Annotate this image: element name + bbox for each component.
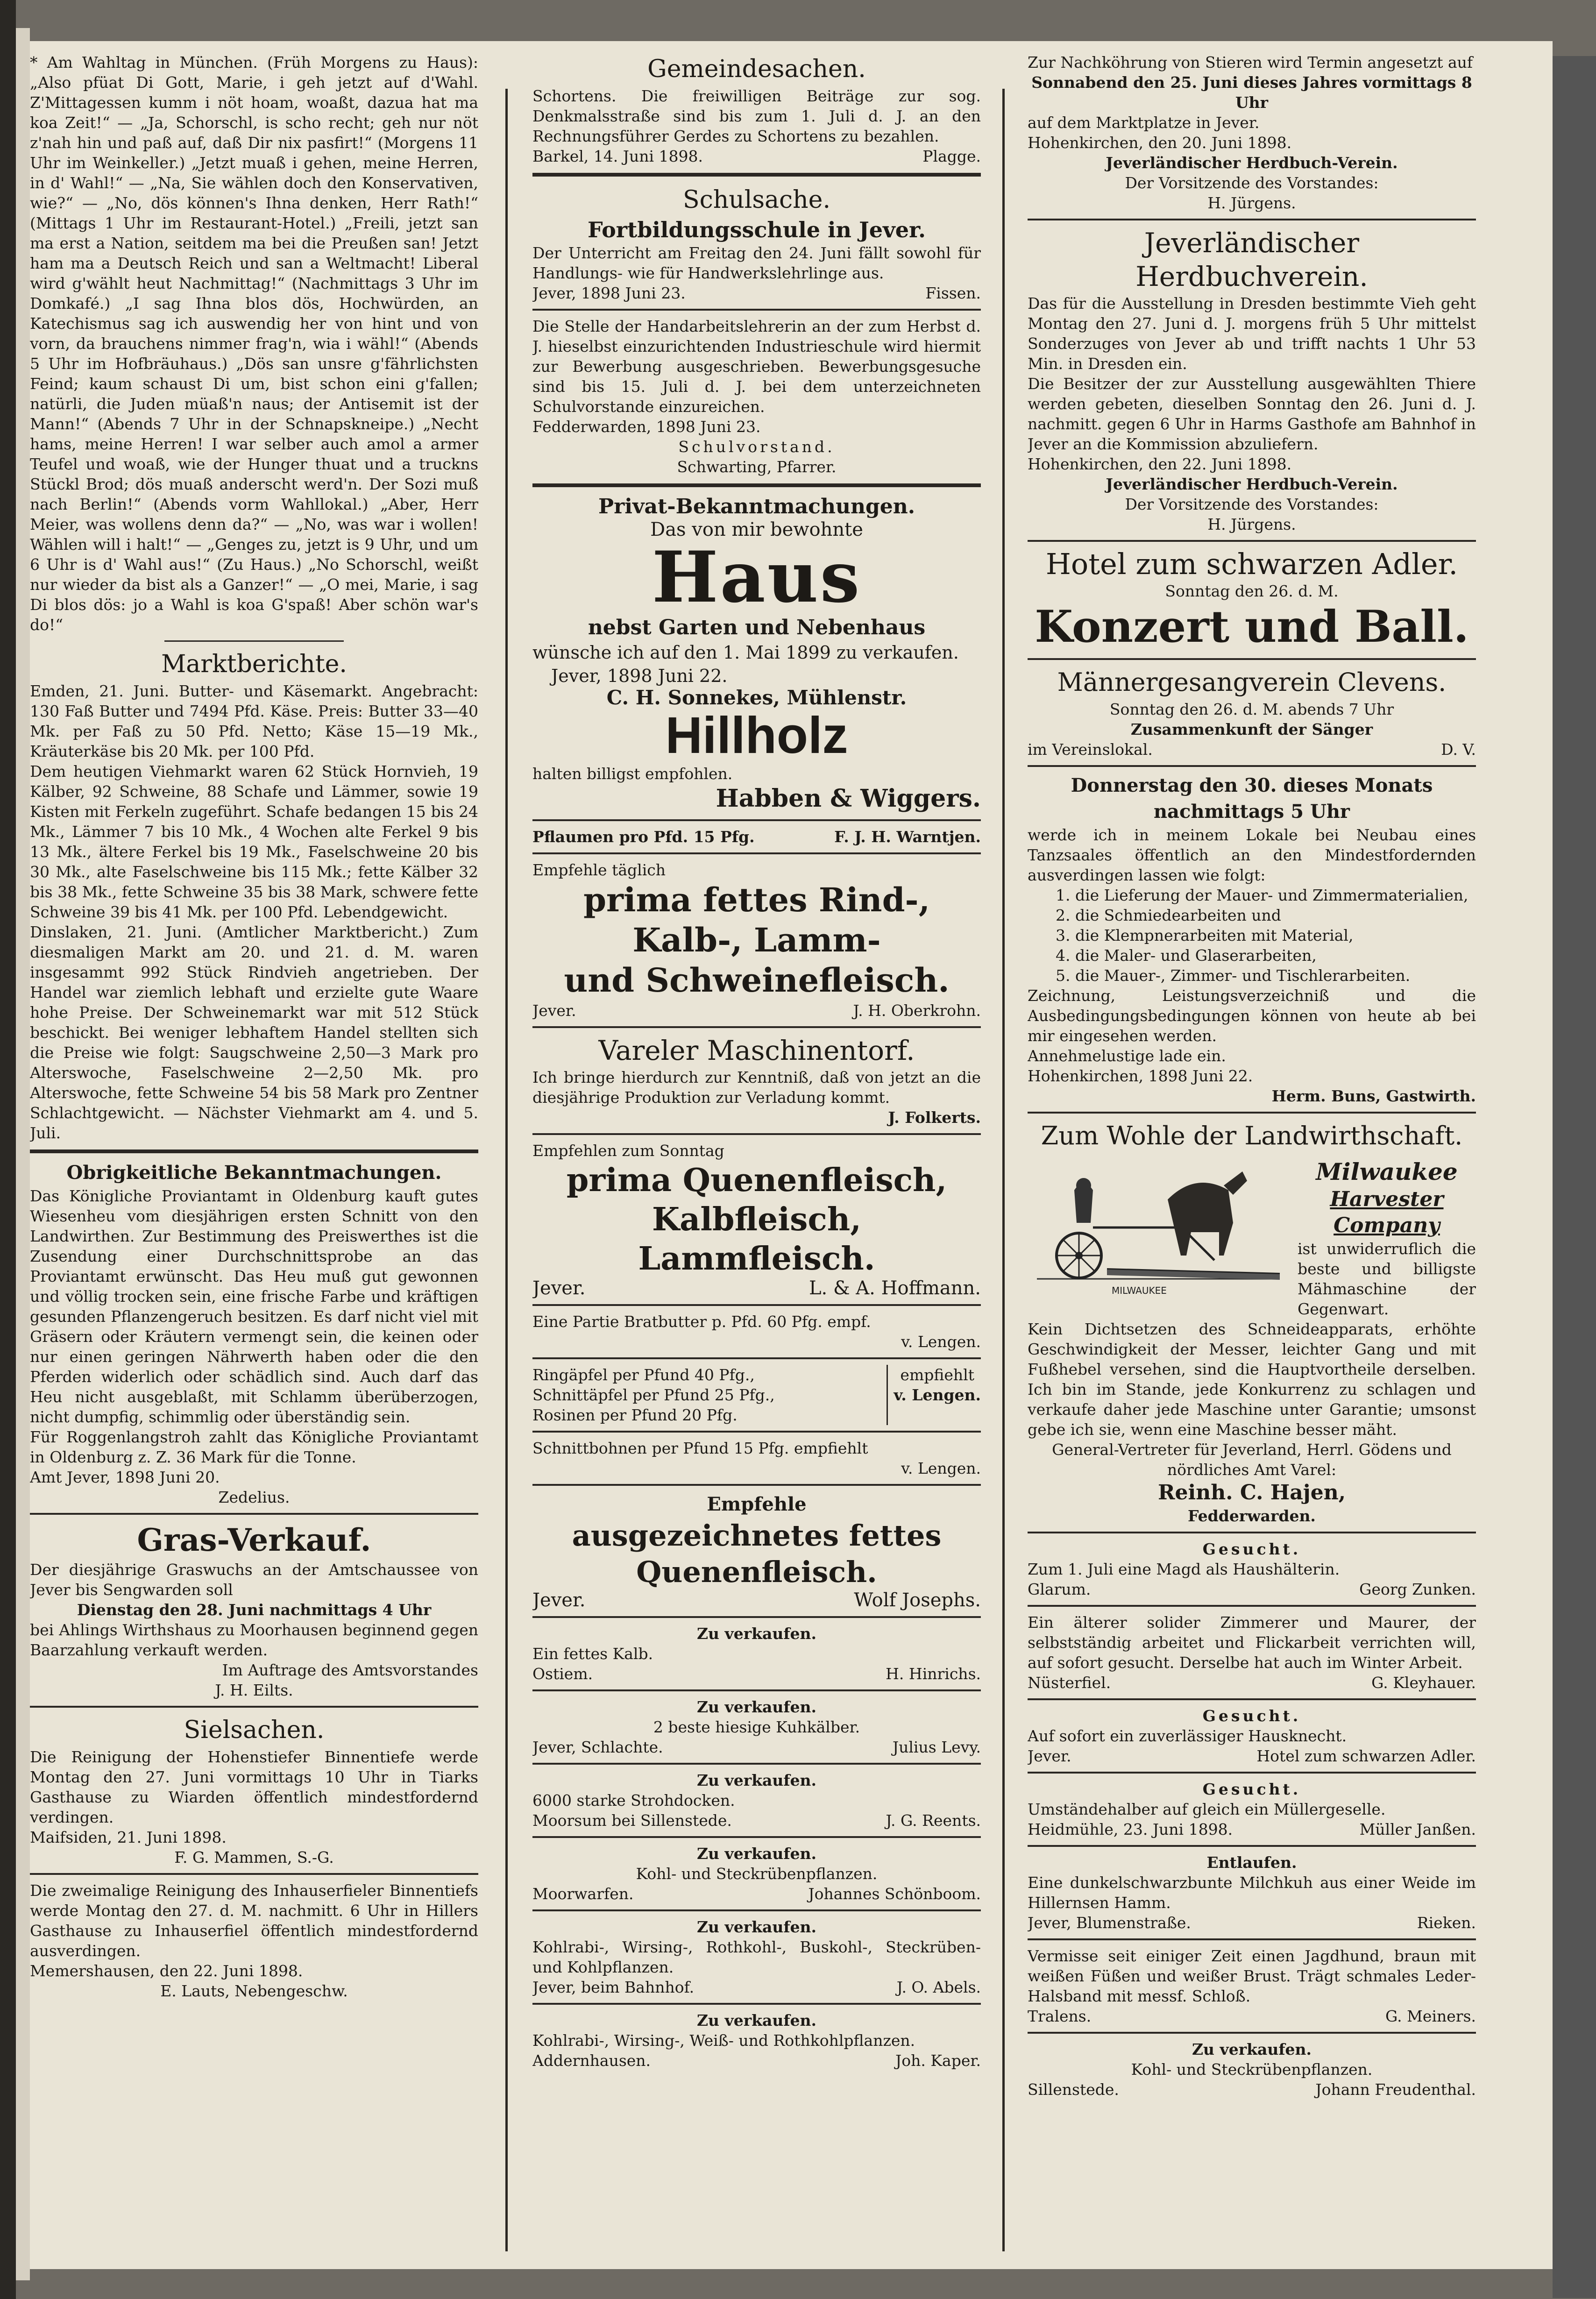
section-title: Marktberichte.	[161, 650, 347, 678]
separator	[532, 483, 981, 487]
ad-text: 6000 starke Strohdocken.	[532, 1791, 735, 1809]
ad-text: Kohl- und Steckrübenpflanzen.	[1131, 2060, 1373, 2079]
notice-signature: G. Kleyhauer.	[1371, 1674, 1476, 1692]
ad-text: Vermisse seit einiger Zeit einen Jagdhund, braun mit weißen Füßen und weißer Brust. Trägt schmales Leder-Halsband mit messf. Schloß.	[1028, 1947, 1476, 2005]
notice-text: Das Königliche Proviantamt in Oldenburg kauft gutes Wiesenheu vom diesjährigen ersten Schnitt von den Landwirthen. Zur Bestimmung des Preiswerthes ist die Zusendung einer Durchschnittsprobe an das Proviantamt erwünscht. Das Heu muß gut gewonnen und völlig trocken sein, eine frische Farbe und kräftigen gesunden Pflanzengeruch besitzen. Es darf nicht viel mit Gräsern oder Kräutern vermengt sein, die keinen oder nur einen geringen Nährwerth haben oder die den Pferden widerlich oder schädlich sind. Auch darf das Heu nicht ausgeblaßt, mit Schlamm überüberzogen, nicht dumpfig, schimmlig oder überständig sein.	[30, 1187, 478, 1426]
separator	[532, 2003, 981, 2005]
brand-name: Milwaukee	[1316, 1158, 1458, 1185]
list-item: 1. die Lieferung der Mauer- und Zimmermaterialien,	[1056, 886, 1468, 904]
separator	[532, 819, 981, 821]
notice-text: werde ich in meinem Lokale bei Neubau eines Tanzsaales öffentlich an den Mindestfordernden ausverdingen lassen wie folgt:	[1028, 826, 1476, 884]
list-item: 5. die Mauer-, Zimmer- und Tischlerarbeiten.	[1056, 966, 1411, 985]
ad-text: Zum 1. Juli eine Magd als Haushälterin.	[1028, 1560, 1340, 1578]
date-signature-row	[1028, 1913, 1476, 1933]
ad-text: Umständehalber auf gleich ein Müllergeselle.	[1028, 1800, 1386, 1818]
ad-headline: und Schweinefleisch.	[564, 961, 950, 1000]
notice-place: Fedderwarden.	[1188, 1507, 1316, 1525]
date-signature-row	[532, 283, 981, 303]
ad-text: Eine dunkelschwarzbunte Milchkuh aus einer Weide im Hillernsen Hamm.	[1028, 1873, 1476, 1912]
ad-headline: Lammfleisch.	[638, 1240, 875, 1277]
section-title: Schulsache.	[683, 186, 830, 214]
section-title: Gemeindesachen.	[647, 55, 866, 83]
list-item: 2. die Schmiedearbeiten und	[1056, 906, 1281, 924]
notice-place: Jever.	[532, 1277, 586, 1299]
column-3	[1028, 52, 1476, 2248]
notice-place: Addernhausen.	[532, 2051, 651, 2070]
notice-signature: Rieken.	[1417, 1914, 1476, 1932]
separator	[532, 852, 981, 854]
notice-text: bei Ahlings Wirthshaus zu Moorhausen beginnend gegen Baarzahlung verkauft werden.	[30, 1621, 478, 1659]
separator	[1028, 219, 1476, 220]
date-signature-row	[1028, 739, 1476, 759]
separator	[1028, 1938, 1476, 1940]
ad-subtitle: nebst Garten und Nebenhaus	[588, 616, 926, 639]
ad-headline: prima fettes Rind-,	[583, 880, 930, 919]
price-row	[532, 827, 981, 847]
section-title: Privat-Bekanntmachungen.	[598, 495, 915, 518]
notice-signature: Müller Janßen.	[1359, 1820, 1476, 1838]
notice-signature: Zedelius.	[218, 1488, 290, 1506]
ad-text: Kein Dichtsetzen des Schneideapparats, erhöhte Geschwindigkeit der Messer, leichter Gang und mit Fußhebel versehen, sind die Hauptvortheile derselben. Ich bin im Stande, jede Konkurrenz zu schlagen und verkaufe daher jede Maschine unter Garantie; umsonst gebe ich sie, wenn eine Maschine besser mäht.	[1028, 1320, 1476, 1439]
separator	[532, 1026, 981, 1028]
separator	[1028, 1845, 1476, 1847]
notice-signature: L. & A. Hoffmann.	[809, 1277, 981, 1299]
ad-headline: Kalbfleisch,	[652, 1201, 861, 1238]
date-signature-row	[532, 1810, 981, 1831]
ad-title: Jeverländischer Herdbuchverein.	[1135, 227, 1368, 292]
notice-signature: Fissen.	[925, 284, 981, 302]
notice-signature: J. G. Reents.	[886, 1811, 981, 1830]
column-1	[30, 52, 478, 2248]
notice-signature: Georg Zunken.	[1359, 1580, 1476, 1598]
column-2	[532, 52, 981, 2248]
ad-text: Pflaumen pro Pfd. 15 Pfg.	[532, 828, 755, 846]
notice-signature: Habben & Wiggers.	[716, 784, 981, 813]
notice-date: Jever, 1898 Juni 22.	[551, 666, 728, 686]
notice-date: Fedderwarden, 1898 Juni 23.	[532, 418, 761, 436]
notice-signature: J. O. Abels.	[896, 1978, 981, 1996]
notice-org: Jeverländischer Herdbuch-Verein.	[1106, 475, 1398, 493]
notice-signature: J. Folkerts.	[888, 1108, 981, 1127]
date-signature-row	[1028, 1673, 1476, 1693]
wahltag-article: * Am Wahltag in München. (Früh Morgens zu Haus): „Also pfüat Di Gott, Marie, i geh jetzt auf d'Wahl. Z'Mittagessen kumm i nöt hoam, woaßt, dazua hat ma koa Zeit!“ — „Ja, Schorschl, is scho recht; geh nur nöt z'nah hin und paß auf, daß Dir nix pasfirt!“ (Morgens 11 Uhr im Weinkeller.) „Jetzt muaß i gehen, meine Herren, in d' Wahl!“ — „Na, Sie wählen doch den Konservativen, wie?“ — „No, dös können's Ihna denken, Herr Rath!“ (Mittags 1 Uhr im Restaurant-Hotel.) „Freili, jetzt san ma erst a Nation, seitdem ma bei die Preußen san! Jetzt ham ma a Deutsch Reich und san a Weltmacht! Liberal wird g'wählt heut Nachmittag!“ (Nachmittags 3 Uhr im Domkafé.) „I sag Ihna blos dös, Hochwürden, an Katechismus sag ich auswendig her von hint und von vorn, da brauchens nimmer frag'n, wia i wähl!“ (Abends 5 Uhr im Hofbräuhaus.) „Dös san unsre g'fährlichsten Feind; kaum schaust Di um, bist schon eini g'fallen; natürli, die Juden müaß'n naus; der Antisemit ist der Mann!“ (Abends 7 Uhr in der Schnapskneipe.) „Necht hams, meine Herren! I war selber auch amol a armer Teufel und woaß, wie der Hunger thuat und a truckns Stückl Brod; dös muaß anderscht werd'n. Der Sozi muß nach Berlin!“ (Abends vorm Wahllokal.) „Aber, Herr Meier, was wollens denn da?“ — „No, was war i wollen! Wählen will i halt!“ — „Genges zu, jetzt is 9 Uhr, und um 6 Uhr is d' Wahl aus!“ (Zu Haus.) „No Schorschl, weißt nur wieder da bist als a Ganzer!“ — „O mei, Marie, i sag Di blos dös: jo a Wahl is koa G'spaß! Aber schön war's do!“	[30, 53, 478, 634]
ad-headline: Haus	[652, 536, 862, 618]
notice-date: Hohenkirchen, den 22. Juni 1898.	[1028, 455, 1292, 473]
market-report: Emden, 21. Juni. Butter- und Käsemarkt. Angebracht: 130 Faß Butter und 7494 Pfd. Käse. Preis: Butter 33—40 Mk. per Faß zu 50 Pfd. Netto; Käse 15—19 Mk., Kräuterkäse bis 20 Mk. per 100 Pfd.	[30, 682, 478, 760]
date-signature-row	[532, 1737, 981, 1757]
notice-date: Hohenkirchen, 1898 Juni 22.	[1028, 1067, 1253, 1085]
date-signature-row	[532, 1884, 981, 1904]
ad-title: Zu verkaufen.	[696, 1918, 817, 1936]
section-title: Sielsachen.	[184, 1716, 325, 1744]
notice-signature: H. Hinrichs.	[886, 1665, 981, 1683]
notice-place: Nüsterfiel.	[1028, 1674, 1111, 1692]
ad-text: Ich bringe hierdurch zur Kenntniß, daß von jetzt an die diesjährige Produktion zur Verladung kommt.	[532, 1068, 981, 1107]
notice-place: Jever.	[1028, 1747, 1071, 1765]
notice-signature: H. Jürgens.	[1207, 194, 1296, 212]
ad-title: Fortbildungsschule in Jever.	[587, 217, 926, 242]
market-report: Dinslaken, 21. Juni. (Amtlicher Marktbericht.) Zum diesmaligen Markt am 20. und 21. d. M. waren insgesammt 992 Stück Rindvieh angetrieben. Der Handel war ziemlich lebhaft und erzielte gute Waare hohe Preise. Der Schweinemarkt war mit 512 Stück beschickt. Bei weniger lebhaftem Handel stellten sich die Preise wie folgt: Saugschweine 2,50—3 Mark pro Alterswoche, Faselschweine 2—2,50 Mk. pro Alterswoche, fette Schweine 54 bis 58 Mark pro Zentner Schlachtgewicht. — Nächster Viehmarkt am 4. und 5. Juli.	[30, 923, 478, 1142]
ad-text: General-Vertreter für Jeverland, Herrl. Gödens und nördliches Amt Varel:	[1052, 1440, 1452, 1479]
notice-date-bold: Sonnabend den 25. Juni dieses Jahres vormittags 8 Uhr	[1031, 73, 1472, 112]
column-divider	[505, 89, 508, 2251]
notice-place: Jever.	[532, 1001, 576, 1020]
notice-date: Amt Jever, 1898 Juni 20.	[30, 1468, 220, 1486]
separator	[532, 173, 981, 177]
column-divider	[1002, 89, 1005, 2251]
ad-text: Das von mir bewohnte	[650, 519, 863, 540]
notice-date: Barkel, 14. Juni 1898.	[532, 147, 703, 165]
ad-text: halten billigst empfohlen.	[532, 765, 733, 783]
notice-signature: Julius Levy.	[892, 1738, 981, 1756]
ad-text: 2 beste hiesige Kuhkälber.	[653, 1718, 860, 1736]
notice-signature: Schulvorstand.	[678, 438, 835, 456]
price-item: Rosinen per Pfund 20 Pfg.	[532, 1406, 738, 1424]
notice-signature: E. Lauts, Nebengeschw.	[160, 1982, 348, 2000]
notice-place: Heidmühle, 23. Juni 1898.	[1028, 1820, 1233, 1838]
ad-title: Zu verkaufen.	[696, 1845, 817, 1863]
notice-text: Zeichnung, Leistungsverzeichniß und die Ausbedingungsbedingungen können von heute ab bei mir eingesehen werden.	[1028, 986, 1476, 1045]
notice-date: Jever, 1898 Juni 23.	[532, 284, 686, 302]
notice-text: Für Roggenlangstroh zahlt das Königliche Proviantamt in Oldenburg z. Z. 36 Mark für die Tonne.	[30, 1428, 478, 1466]
ad-text: Eine Partie Bratbutter p. Pfd. 60 Pfg. empf.	[532, 1313, 871, 1331]
notice-signature: F. J. H. Warntjen.	[834, 828, 981, 846]
mowing-machine-illustration	[1028, 1157, 1289, 1298]
notice-text: Die Besitzer der zur Ausstellung ausgewählten Thiere werden gebeten, dieselben Sonntag den 26. Juni d. J. nachmitt. gegen 6 Uhr in Harms Gasthofe am Bahnhof in Jever an die Kommission abzuliefern.	[1028, 375, 1476, 453]
notice-text: Der Vorsitzende des Vorstandes:	[1125, 174, 1379, 192]
ad-text: ist unwiderruflich die beste und billigste Mähmaschine der Gegenwart.	[1298, 1240, 1476, 1318]
notice-place: im Vereinslokal.	[1028, 740, 1153, 759]
ad-text: Kohl- und Steckrübenpflanzen.	[636, 1865, 878, 1883]
notice-text: Die Stelle der Handarbeitslehrerin an der zum Herbst d. J. hieselbst einzurichtenden Industrieschule wird hiermit zur Bewerbung ausgeschrieben. Bewerbungsgesuche sind bis 15. Juli d. J. bei dem unterzeichneten Schulvorstande einzureichen.	[532, 317, 981, 416]
notice-signature: Johann Freudenthal.	[1315, 2080, 1476, 2099]
ad-text: Empfehle täglich	[532, 861, 666, 879]
separator	[532, 1763, 981, 1765]
notice-signature: Johannes Schönboom.	[808, 1885, 981, 1903]
ad-title: Entlaufen.	[1206, 1853, 1297, 1872]
ad-title: Zu verkaufen.	[1192, 2040, 1312, 2058]
notice-signature: v. Lengen.	[901, 1459, 981, 1477]
notice-signature: Wolf Josephs.	[854, 1589, 981, 1611]
ad-text: Sonntag den 26. d. M.	[1165, 582, 1339, 600]
binding-edge	[0, 0, 16, 2299]
list-item: 4. die Maler- und Glaserarbeiten,	[1056, 946, 1317, 965]
notice-signature: Reinh. C. Hajen,	[1157, 1481, 1346, 1504]
separator	[30, 1513, 478, 1515]
ad-text: Ein älterer solider Zimmerer und Maurer, der selbstständig arbeitet und Flickarbeit verrichten will, auf sofort gesucht. Derselbe hat auch im Winter Arbeit.	[1028, 1613, 1476, 1672]
notice-place: Tralens.	[1028, 2007, 1092, 2025]
notice-signature: Joh. Kaper.	[895, 2051, 981, 2070]
notice-date: Maifsiden, 21. Juni 1898.	[30, 1828, 227, 1846]
separator	[30, 1150, 478, 1153]
separator	[1028, 2032, 1476, 2034]
ad-text: Ein fettes Kalb.	[532, 1645, 653, 1663]
ad-text: wünsche ich auf den 1. Mai 1899 zu verkaufen.	[532, 642, 959, 663]
notice-text: Zur Nachköhrung von Stieren wird Termin angesetzt auf	[1028, 53, 1473, 71]
notice-place: Sillenstede.	[1028, 2080, 1119, 2099]
ad-title: Zum Wohle der Landwirthschaft.	[1041, 1121, 1463, 1150]
separator	[1028, 540, 1476, 542]
separator	[30, 1873, 478, 1875]
notice-signature: Schwarting, Pfarrer.	[677, 458, 837, 476]
notice-signature: Plagge.	[922, 147, 981, 165]
notice-signature: H. Jürgens.	[1207, 515, 1296, 533]
separator	[1028, 1772, 1476, 1774]
illustration-label: MILWAUKEE	[1112, 1285, 1167, 1296]
ad-title: Gesucht.	[1202, 1780, 1301, 1798]
ad-title: Männergesangverein Clevens.	[1057, 667, 1447, 697]
notice-signature: F. G. Mammen, S.-G.	[174, 1848, 334, 1866]
ad-title: Vareler Maschinentorf.	[598, 1035, 915, 1066]
notice-text: Das für die Ausstellung in Dresden bestimmte Vieh geht Montag den 27. Juni d. J. morgens früh 5 Uhr mittelst Sonderzuges von Jever ab und trifft nachts 1 Uhr 53 Min. in Dresden ein.	[1028, 294, 1476, 373]
ad-headline: Kalb-, Lamm-	[632, 921, 881, 959]
notice-text: Der Unterricht am Freitag den 24. Juni fällt sowohl für Handlungs- wie für Handwerkslehrlinge aus.	[532, 244, 981, 282]
ad-headline: Hillholz	[665, 707, 848, 764]
ad-title: Gesucht.	[1202, 1540, 1301, 1558]
ad-text: Kohlrabi-, Wirsing-, Rothkohl-, Buskohl-, Steckrüben- und Kohlpflanzen.	[532, 1938, 981, 1976]
notice-place: Ostiem.	[532, 1665, 593, 1683]
previous-page-edge	[16, 28, 30, 2280]
notice-text: Die zweimalige Reinigung des Inhauserfieler Binnentiefs werde Montag den 27. d. M. nachmitt. 6 Uhr in Hillers Gasthause zu Inhauserfiel öffentlich mindestfordernd ausverdingen.	[30, 1881, 478, 1960]
date-signature-row	[1028, 1579, 1476, 1599]
notice-text: Der Vorsitzende des Vorstandes:	[1125, 495, 1379, 513]
notice-signature: J. H. Oberkrohn.	[853, 1001, 981, 1020]
notice-place: Jever.	[532, 1589, 586, 1611]
notice-signature: Hotel zum schwarzen Adler.	[1256, 1747, 1476, 1765]
separator	[532, 1357, 981, 1359]
date-signature-row	[532, 1664, 981, 1684]
ad-text: Empfehle	[707, 1493, 807, 1515]
notice-signature: v. Lengen.	[901, 1333, 981, 1351]
notice-text: Im Auftrage des Amtsvorstandes	[222, 1661, 478, 1679]
right-shadow	[1553, 56, 1596, 2298]
date-signature-row	[1028, 1746, 1476, 1766]
ad-headline: ausgezeichnetes fettes	[572, 1518, 942, 1553]
notice-date-bold: Dienstag den 28. Juni nachmittags 4 Uhr	[77, 1601, 432, 1619]
notice-signature: v. Lengen.	[894, 1386, 981, 1404]
separator	[532, 1484, 981, 1486]
brand-name: Harvester Company	[1330, 1187, 1444, 1237]
date-signature-row	[532, 1000, 981, 1021]
notice-signature: J. H. Eilts.	[215, 1681, 293, 1699]
separator	[1028, 1698, 1476, 1700]
date-signature-row	[1028, 2079, 1476, 2100]
separator	[532, 1304, 981, 1306]
ad-headline: Konzert und Ball.	[1035, 601, 1469, 653]
ad-title: Zu verkaufen.	[696, 1698, 817, 1716]
date-signature-row	[532, 1278, 981, 1299]
separator	[164, 640, 344, 642]
notice-signature: Herm. Buns, Gastwirth.	[1271, 1087, 1476, 1105]
date-signature-row	[1028, 1819, 1476, 1839]
ad-text: Schnittbohnen per Pfund 15 Pfg. empfiehlt	[532, 1439, 868, 1457]
ad-text: Zusammenkunft der Sänger	[1130, 720, 1373, 738]
separator	[532, 1836, 981, 1838]
separator	[1028, 1112, 1476, 1114]
notice-date: Hohenkirchen, den 20. Juni 1898.	[1028, 134, 1292, 152]
price-list	[532, 1365, 981, 1425]
section-title: Obrigkeitliche Bekanntmachungen.	[66, 1162, 442, 1184]
notice-signature: D. V.	[1441, 740, 1476, 759]
ad-title: Zu verkaufen.	[696, 1625, 817, 1643]
ad-headline: Quenenfleisch.	[636, 1555, 877, 1589]
ad-text: Kohlrabi-, Wirsing-, Weiß- und Rothkohlpflanzen.	[532, 2031, 915, 2050]
notice-org: Jeverländischer Herdbuch-Verein.	[1106, 154, 1398, 172]
separator	[532, 1616, 981, 1618]
notice-signature: C. H. Sonnekes, Mühlenstr.	[606, 686, 907, 709]
notice-date: Memershausen, den 22. Juni 1898.	[30, 1962, 303, 1980]
notice-place: Jever, Blumenstraße.	[1028, 1914, 1191, 1932]
separator	[1028, 1532, 1476, 1533]
separator	[532, 309, 981, 311]
date-signature-row	[532, 146, 981, 166]
separator	[1028, 1605, 1476, 1607]
separator	[532, 1909, 981, 1911]
price-item: Schnittäpfel per Pfund 25 Pfg.,	[532, 1386, 775, 1404]
ad-text: Auf sofort ein zuverlässiger Hausknecht.	[1028, 1727, 1347, 1745]
ad-headline: prima Quenenfleisch,	[566, 1162, 947, 1199]
date-signature-row	[532, 2051, 981, 2071]
notice-place: Glarum.	[1028, 1580, 1091, 1598]
ad-title: Donnerstag den 30. dieses Monats nachmittags 5 Uhr	[1071, 774, 1433, 823]
ad-title: Zu verkaufen.	[696, 2011, 817, 2029]
ad-title: Hotel zum schwarzen Adler.	[1045, 547, 1458, 581]
notice-place: Jever, beim Bahnhof.	[532, 1978, 695, 1996]
notice-signature: G. Meiners.	[1385, 2007, 1476, 2025]
ad-text: Sonntag den 26. d. M. abends 7 Uhr	[1109, 700, 1394, 718]
notice-text: auf dem Marktplatze in Jever.	[1028, 114, 1260, 132]
price-item: Ringäpfel per Pfund 40 Pfg.,	[532, 1366, 755, 1384]
ad-text: Empfehlen zum Sonntag	[532, 1142, 724, 1160]
notice-text: Schortens. Die freiwilligen Beiträge zur sog. Denkmalsstraße sind bis zum 1. Juli d. J. an den Rechnungsführer Gerdes zu Schortens zu bezahlen.	[532, 87, 981, 145]
ad-title: Gras-Verkauf.	[137, 1522, 371, 1558]
separator	[30, 1706, 478, 1708]
date-signature-row	[532, 1590, 981, 1611]
separator	[532, 1431, 981, 1433]
separator	[532, 1133, 981, 1135]
separator	[532, 1689, 981, 1691]
separator	[1028, 765, 1476, 767]
notice-place: Jever, Schlachte.	[532, 1738, 663, 1756]
list-item: 3. die Klempnerarbeiten mit Material,	[1056, 926, 1354, 944]
mower-advert	[1028, 1157, 1476, 1319]
notice-place: Moorsum bei Sillenstede.	[532, 1811, 732, 1830]
notice-text: Der diesjährige Graswuchs an der Amtschaussee von Jever bis Sengwarden soll	[30, 1561, 478, 1599]
market-report: Dem heutigen Viehmarkt waren 62 Stück Hornvieh, 19 Kälber, 92 Schweine, 88 Schafe und Lämmer, sowie 19 Kisten mit Ferkeln zugeführt. Schafe bedangen 15 bis 24 Mk., Lämmer 7 bis 10 Mk., 4 Wochen alte Ferkel 9 bis 13 Mk., ältere Ferkel bis 19 Mk., Faselschweine 20 bis 30 Mk., alte Faselschweine bis 115 Mk.; fette Kälber 32 bis 38 Mk., fette Schweine 35 bis 38 Mark, schwere fette Schweine 39 bis 41 Mk. per 100 Pfd. Lebendgewicht.	[30, 762, 478, 921]
date-signature-row	[1028, 2006, 1476, 2026]
notice-text: Die Reinigung der Hohenstiefer Binnentiefe werde Montag den 27. Juni vormittags 10 Uhr in Tiarks Gasthause zu Wiarden öffentlich mindestfordernd verdingen.	[30, 1748, 478, 1826]
notice-text: Annehmelustige lade ein.	[1028, 1047, 1226, 1065]
ad-text: empfiehlt	[900, 1366, 974, 1384]
separator	[1028, 658, 1476, 660]
ad-title: Zu verkaufen.	[696, 1771, 817, 1789]
date-signature-row	[532, 1977, 981, 1997]
notice-place: Moorwarfen.	[532, 1885, 634, 1903]
ad-title: Gesucht.	[1202, 1707, 1301, 1725]
